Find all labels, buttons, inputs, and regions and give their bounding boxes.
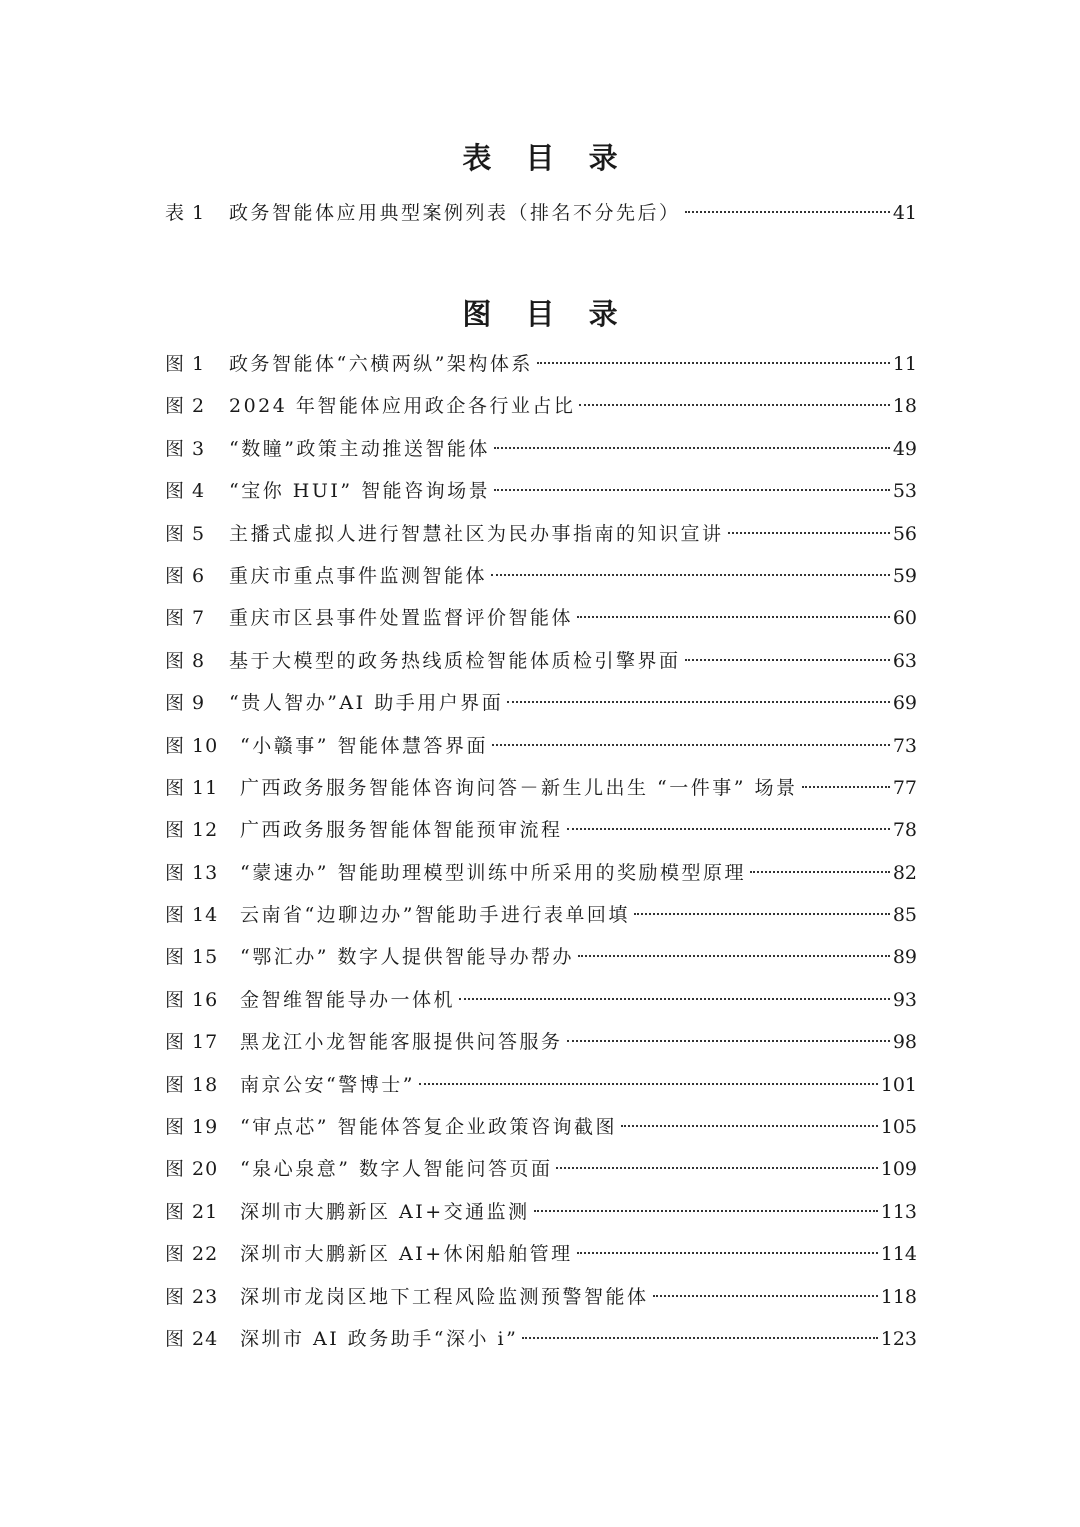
entry-label: 图 9 xyxy=(165,692,206,715)
entry-page-number: 89 xyxy=(892,946,917,969)
entry-title: 深圳市龙岗区地下工程风险监测预警智能体 xyxy=(240,1285,649,1308)
entry-page-number: 85 xyxy=(892,904,917,927)
entry-title: 重庆市重点事件监测智能体 xyxy=(229,564,488,587)
figure-entry xyxy=(165,470,917,512)
dot-leader xyxy=(802,786,890,788)
entry-label: 图 17 xyxy=(165,1031,219,1054)
dot-leader xyxy=(653,1295,878,1297)
table-of-figures-heading: 图 目 录 xyxy=(462,297,630,331)
dot-leader xyxy=(459,998,890,1000)
figure-entry xyxy=(165,597,917,639)
entry-title: 广西政务服务智能体咨询问答－新生儿出生 “一件事” 场景 xyxy=(240,776,798,799)
table-of-figures-list xyxy=(165,343,917,1360)
entry-label: 图 1 xyxy=(165,353,206,375)
entry-title: 广西政务服务智能体智能预审流程 xyxy=(240,819,563,842)
entry-title: 基于大模型的政务热线质检智能体质检引擎界面 xyxy=(229,649,681,672)
entry-label: 图 21 xyxy=(165,1200,219,1223)
figure-entry xyxy=(165,1021,917,1063)
entry-page-number: 73 xyxy=(892,734,917,757)
entry-title: “数瞳”政策主动推送智能体 xyxy=(229,437,490,460)
entry-title: 南京公安“警博士” xyxy=(240,1073,415,1096)
table-of-tables-list xyxy=(165,192,917,234)
figure-entry xyxy=(165,894,917,936)
table-of-tables-heading: 表 目 录 xyxy=(462,141,630,175)
entry-page-number: 98 xyxy=(892,1031,917,1054)
figure-entry xyxy=(165,428,917,470)
figure-entry xyxy=(165,979,917,1021)
dot-leader xyxy=(534,1210,878,1212)
entry-title: 云南省“边聊边办”智能助手进行表单回填 xyxy=(240,904,630,927)
entry-page-number: 59 xyxy=(892,564,917,587)
figure-entry xyxy=(165,1106,917,1148)
entry-page-number: 82 xyxy=(892,861,917,884)
entry-label: 图 12 xyxy=(165,819,219,842)
figure-entry xyxy=(165,725,917,767)
entry-label: 图 15 xyxy=(165,946,219,969)
figure-entry xyxy=(165,809,917,851)
figure-entry xyxy=(165,343,917,385)
figure-entry xyxy=(165,1276,917,1318)
entry-title: 政务智能体应用典型案例列表（排名不分先后） xyxy=(229,202,681,224)
entry-label: 图 11 xyxy=(165,776,219,799)
dot-leader xyxy=(567,828,890,830)
dot-leader xyxy=(750,871,890,873)
dot-leader xyxy=(621,1125,878,1127)
entry-page-number: 101 xyxy=(880,1073,917,1096)
entry-page-number: 41 xyxy=(892,202,917,224)
entry-page-number: 60 xyxy=(892,607,917,630)
entry-page-number: 77 xyxy=(892,776,917,799)
entry-page-number: 11 xyxy=(892,353,917,375)
entry-page-number: 78 xyxy=(892,819,917,842)
figure-entry xyxy=(165,936,917,978)
entry-label: 图 7 xyxy=(165,607,206,630)
entry-page-number: 49 xyxy=(892,437,917,460)
dot-leader xyxy=(577,616,890,618)
figure-entry xyxy=(165,1064,917,1106)
dot-leader xyxy=(491,574,890,576)
entry-page-number: 109 xyxy=(880,1158,917,1181)
figure-entry xyxy=(165,513,917,555)
figure-entry xyxy=(165,555,917,597)
entry-title: 2024 年智能体应用政企各行业占比 xyxy=(229,395,576,418)
dot-leader xyxy=(578,955,890,957)
figure-entry xyxy=(165,640,917,682)
dot-leader xyxy=(728,532,890,534)
entry-title: “泉心泉意” 数字人智能问答页面 xyxy=(240,1158,553,1181)
entry-title: 政务智能体“六横两纵”架构体系 xyxy=(229,353,533,375)
entry-label: 图 14 xyxy=(165,904,219,927)
dot-leader xyxy=(579,404,889,406)
entry-page-number: 18 xyxy=(892,395,917,418)
entry-page-number: 118 xyxy=(880,1285,917,1308)
entry-title: “蒙速办” 智能助理模型训练中所采用的奖励模型原理 xyxy=(240,861,746,884)
entry-label: 图 16 xyxy=(165,988,219,1011)
entry-title: “宝你 HUI” 智能咨询场景 xyxy=(229,480,491,503)
entry-label: 图 18 xyxy=(165,1073,219,1096)
dot-leader xyxy=(577,1252,878,1254)
entry-label: 图 3 xyxy=(165,437,206,460)
entry-label: 图 10 xyxy=(165,734,219,757)
entry-page-number: 113 xyxy=(880,1200,917,1223)
figure-entry xyxy=(165,1233,917,1275)
dot-leader xyxy=(556,1167,877,1169)
entry-page-number: 123 xyxy=(880,1327,917,1350)
entry-title: 金智维智能导办一体机 xyxy=(240,988,456,1011)
figure-entry xyxy=(165,852,917,894)
figure-entry xyxy=(165,1191,917,1233)
entry-title: “鄂汇办” 数字人提供智能导办帮办 xyxy=(240,946,574,969)
figure-entry xyxy=(165,1318,917,1360)
entry-title: 深圳市 AI 政务助手“深小 i” xyxy=(240,1327,519,1350)
figure-entry xyxy=(165,767,917,809)
entry-label: 图 2 xyxy=(165,395,206,418)
entry-title: 主播式虚拟人进行智慧社区为民办事指南的知识宣讲 xyxy=(229,522,724,545)
entry-title: 深圳市大鹏新区 AI+交通监测 xyxy=(240,1200,530,1223)
entry-label: 图 22 xyxy=(165,1243,219,1266)
entry-title: 重庆市区县事件处置监督评价智能体 xyxy=(229,607,574,630)
entry-label: 图 20 xyxy=(165,1158,219,1181)
entry-label: 图 8 xyxy=(165,649,206,672)
entry-page-number: 105 xyxy=(880,1116,917,1139)
dot-leader xyxy=(634,913,890,915)
dot-leader xyxy=(685,659,890,661)
dot-leader xyxy=(522,1337,877,1339)
entry-label: 图 6 xyxy=(165,564,206,587)
entry-title: 深圳市大鹏新区 AI+休闲船舶管理 xyxy=(240,1243,573,1266)
entry-label: 图 24 xyxy=(165,1327,219,1350)
entry-page-number: 63 xyxy=(892,649,917,672)
entry-label: 图 19 xyxy=(165,1116,219,1139)
entry-label: 图 4 xyxy=(165,480,206,503)
entry-page-number: 56 xyxy=(892,522,917,545)
figure-entry xyxy=(165,682,917,724)
entry-label: 图 5 xyxy=(165,522,206,545)
figure-entry xyxy=(165,1148,917,1190)
entry-label: 图 13 xyxy=(165,861,219,884)
dot-leader xyxy=(492,744,890,746)
dot-leader xyxy=(685,211,890,213)
dot-leader xyxy=(494,489,890,491)
entry-title: “小赣事” 智能体慧答界面 xyxy=(240,734,488,757)
entry-title: 黑龙江小龙智能客服提供问答服务 xyxy=(240,1031,563,1054)
entry-title: “审点芯” 智能体答复企业政策咨询截图 xyxy=(240,1116,617,1139)
dot-leader xyxy=(494,447,890,449)
dot-leader xyxy=(419,1083,878,1085)
entry-page-number: 53 xyxy=(892,480,917,503)
dot-leader xyxy=(537,362,890,364)
dot-leader xyxy=(567,1040,890,1042)
entry-page-number: 114 xyxy=(880,1243,917,1266)
figure-entry xyxy=(165,385,917,427)
entry-page-number: 93 xyxy=(892,988,917,1011)
entry-title: “贵人智办”AI 助手用户界面 xyxy=(229,692,504,715)
entry-label: 表 1 xyxy=(165,202,206,224)
table-entry xyxy=(165,192,917,234)
dot-leader xyxy=(507,701,890,703)
entry-label: 图 23 xyxy=(165,1285,219,1308)
entry-page-number: 69 xyxy=(892,692,917,715)
